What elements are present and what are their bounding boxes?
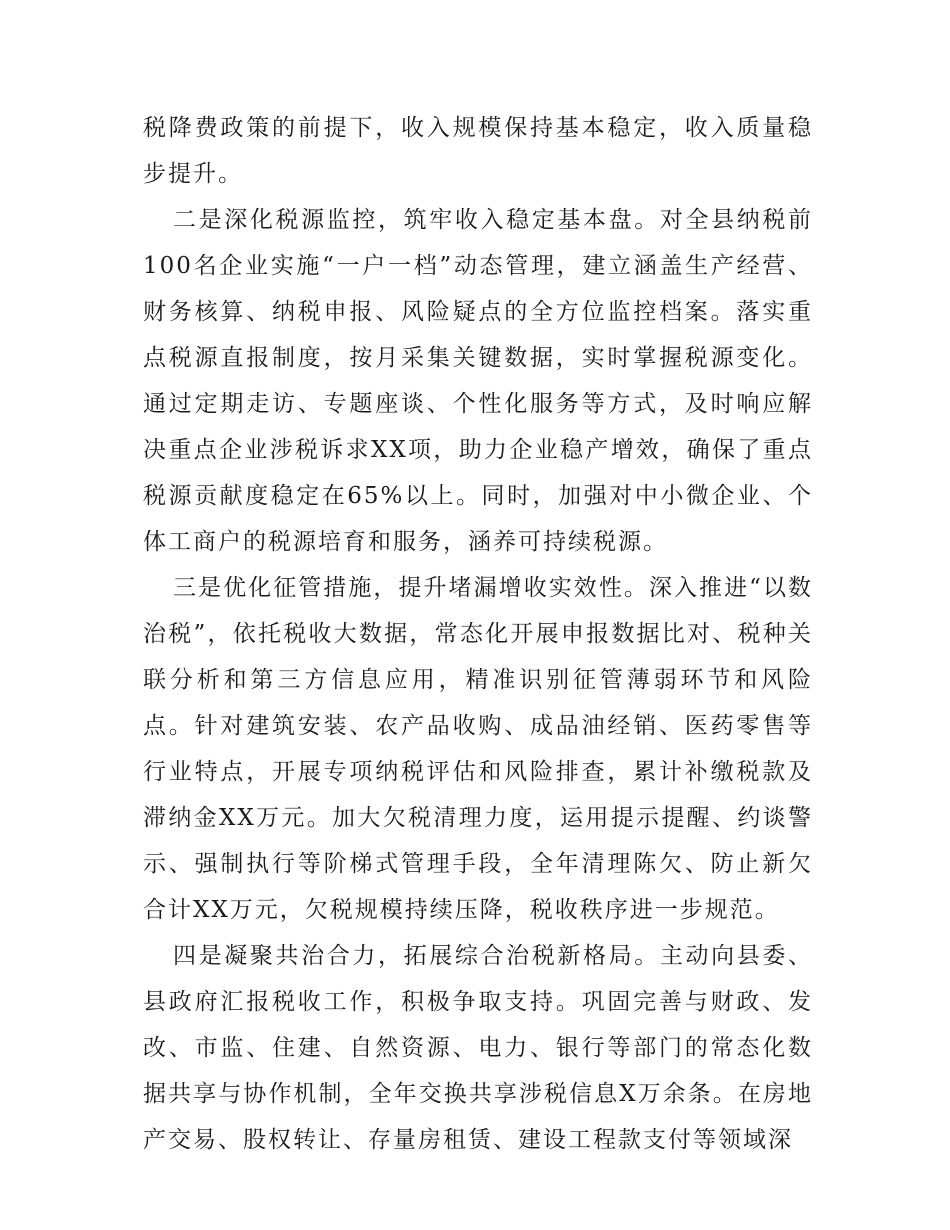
paragraph-point-4: 四是凝聚共治合力，拓展综合治税新格局。主动向县委、县政府汇报税收工作，积极争取支持。巩固完善与财政、发改、市监、住建、自然资源、电力、银行等部门的常态化数据共享与协作机制，全年交换共享涉税信息X万余条。在房地产交易、股权转让、存量房租赁、建设工程款支付等领域深 (143, 943, 813, 1153)
paragraph-continuation: 税降费政策的前提下，收入规模保持基本稳定，收入质量稳步提升。 (143, 115, 813, 187)
paragraph-point-3: 三是优化征管措施，提升堵漏增收实效性。深入推进“以数治税”，依托税收大数据，常态化开展申报数据比对、税种关联分析和第三方信息应用，精准识别征管薄弱环节和风险点。针对建筑安装、农产品收购、成品油经销、医药零售等行业特点，开展专项纳税评估和风险排查，累计补缴税款及滞纳金XX万元。加大欠税清理力度，运用提示提醒、约谈警示、强制执行等阶梯式管理手段，全年清理陈欠、防止新欠合计XX万元，欠税规模持续压降，税收秩序进一步规范。 (143, 575, 813, 923)
paragraph-point-2: 二是深化税源监控，筑牢收入稳定基本盘。对全县纳税前100名企业实施“一户一档”动态管理，建立涵盖生产经营、财务核算、纳税申报、风险疑点的全方位监控档案。落实重点税源直报制度，按月采集关键数据，实时掌握税源变化。通过定期走访、专题座谈、个性化服务等方式，及时响应解决重点企业涉税诉求XX项，助力企业稳产增效，确保了重点税源贡献度稳定在65%以上。同时，加强对中小微企业、个体工商户的税源培育和服务，涵养可持续税源。 (143, 207, 813, 555)
document-body (143, 105, 813, 1163)
